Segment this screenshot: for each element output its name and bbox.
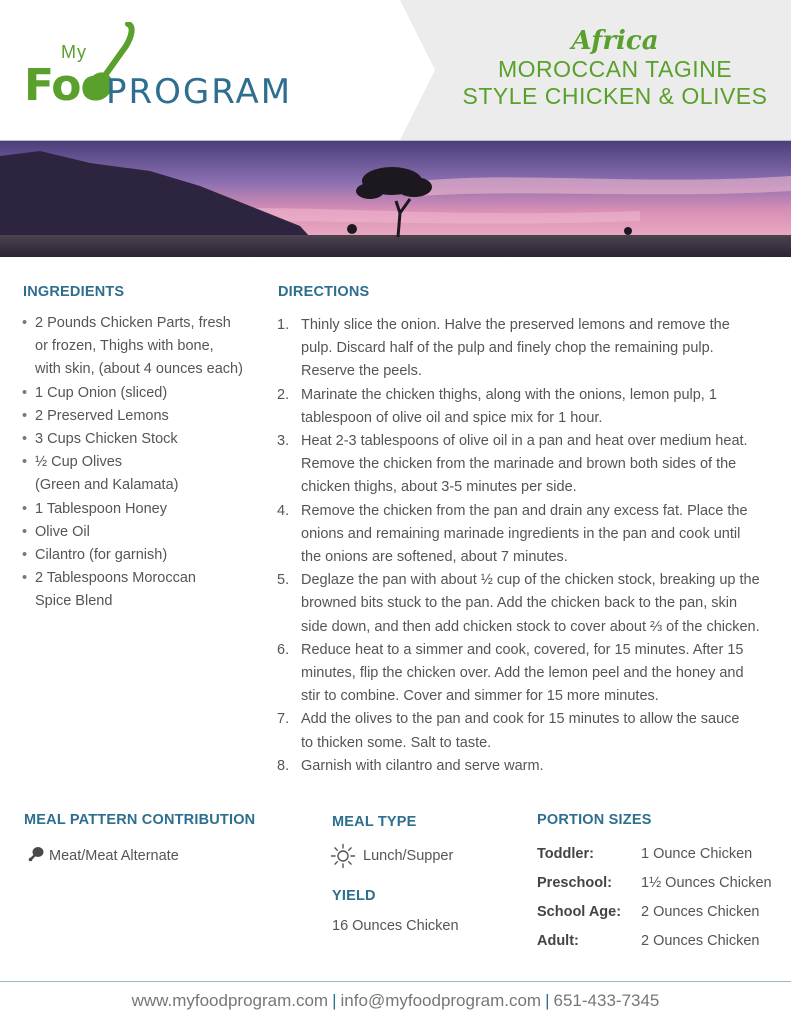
- logo-program: PROGRAM: [106, 72, 293, 112]
- footer-email-link[interactable]: info@myfoodprogram.com: [340, 991, 542, 1010]
- sun-icon: [330, 843, 356, 869]
- direction-step: 8. Garnish with cilantro and serve warm.: [277, 757, 544, 774]
- recipe-title-line-1: MOROCCAN TAGINE: [497, 56, 733, 82]
- ingredient-item: • 1 Cup Onion (sliced): [22, 382, 262, 405]
- ingredients-heading: INGREDIENTS: [23, 284, 125, 300]
- yield-heading: YIELD: [332, 888, 376, 904]
- direction-step: 4. Remove the chicken from the pan and drain any excess fat. Place the onions and remaining marinade ingredients in the pan and cook until the onions are softened, about 7 minutes.: [277, 502, 748, 566]
- logo-my: My: [61, 42, 87, 62]
- ingredient-item: • 2 Pounds Chicken Parts, fresh or frozen, Thighs with bone, with skin, (about 4 ounces each): [22, 312, 262, 382]
- meal-type-item: Lunch/Supper: [363, 848, 454, 864]
- footer-separator: |: [332, 991, 337, 1010]
- logo-foo: Foo: [24, 60, 110, 111]
- directions-heading: DIRECTIONS: [278, 284, 370, 300]
- directions-list: [277, 314, 777, 778]
- ingredient-item: • 2 Tablespoons Moroccan Spice Blend: [22, 567, 262, 613]
- meal-type-heading: MEAL TYPE: [332, 814, 417, 830]
- direction-step: 1. Thinly slice the onion. Halve the preserved lemons and remove the pulp. Discard half of the pulp and finely chop the remaining pulp. Reserve the peels.: [277, 317, 730, 380]
- drumstick-icon: [28, 846, 44, 862]
- direction-step: 7. Add the olives to the pan and cook for 15 minutes to allow the sauce to thicken some. Salt to taste.: [277, 711, 740, 751]
- portion-value: 2 Ounces Chicken: [641, 904, 760, 920]
- portion-label: School Age:: [537, 904, 622, 920]
- meal-pattern-heading: MEAL PATTERN CONTRIBUTION: [24, 812, 256, 828]
- recipe-title-line-2: STYLE CHICKEN & OLIVES: [462, 83, 768, 109]
- meal-pattern-item: Meat/Meat Alternate: [49, 848, 179, 864]
- footer-separator: |: [545, 991, 550, 1010]
- portion-sizes-heading: PORTION SIZES: [537, 812, 652, 828]
- recipe-title-block: [440, 26, 790, 110]
- footer-phone: 651-433-7345: [553, 991, 660, 1010]
- direction-step: 2. Marinate the chicken thighs, along with the onions, lemon pulp, 1 tablespoon of olive oil and spice mix for 1 hour.: [277, 386, 717, 426]
- portion-value: 2 Ounces Chicken: [641, 933, 760, 949]
- direction-step: 6. Reduce heat to a simmer and cook, covered, for 15 minutes. After 15 minutes, flip the chicken over. Add the lemon peel and the honey and stir to combine. Cover and simmer for 15 more minutes.: [277, 641, 744, 705]
- footer: [0, 991, 791, 1011]
- ingredient-item: • 2 Preserved Lemons: [22, 405, 262, 428]
- ingredient-item: • Cilantro (for garnish): [22, 544, 262, 567]
- portion-value: 1 Ounce Chicken: [641, 846, 753, 862]
- ingredient-item: • 1 Tablespoon Honey: [22, 498, 262, 521]
- recipe-region: Africa: [571, 26, 659, 56]
- yield-value: 16 Ounces Chicken: [332, 918, 459, 934]
- hero-landscape-image: [0, 141, 791, 257]
- ingredient-item: • ½ Cup Olives (Green and Kalamata): [22, 451, 262, 497]
- ingredient-item: • 3 Cups Chicken Stock: [22, 428, 262, 451]
- portion-value: 1½ Ounces Chicken: [641, 875, 772, 891]
- ingredient-item: • Olive Oil: [22, 521, 262, 544]
- footer-website-link[interactable]: www.myfoodprogram.com: [131, 991, 329, 1010]
- portion-label: Toddler:: [537, 846, 594, 862]
- ingredients-list: [22, 312, 262, 614]
- footer-divider: [0, 981, 791, 982]
- portion-label: Preschool:: [537, 875, 612, 891]
- portion-label: Adult:: [537, 933, 579, 949]
- logo: [24, 22, 314, 112]
- direction-step: 3. Heat 2-3 tablespoons of olive oil in a pan and heat over medium heat. Remove the chicken from the marinade and brown both sides of the chicken thighs, about 3-5 minutes per side.: [277, 433, 748, 496]
- direction-step: 5. Deglaze the pan with about ½ cup of the chicken stock, breaking up the browned bits stuck to the pan. Add the chicken back to the pan, skin side down, and then add chicken stock to cover about ⅔ of the chicken.: [277, 572, 760, 635]
